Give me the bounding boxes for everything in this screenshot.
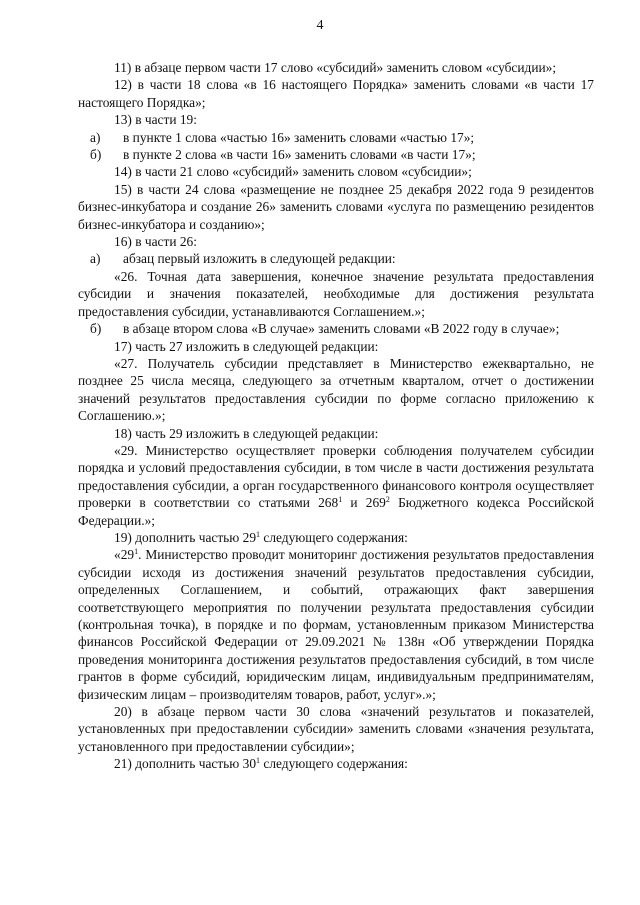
subparagraph-label: а) [90, 251, 101, 267]
paragraph-item-12: 12) в части 18 слова «в 16 настоящего Порядка» заменить словами «в части 17 настоящего Порядка»; [78, 77, 594, 110]
paragraph-item-11: 11) в абзаце первом части 17 слово «субсидий» заменить словом «субсидии»; [114, 60, 557, 75]
paragraph-item-14: 14) в части 21 слово «субсидий» заменить словом «субсидии»; [114, 164, 472, 180]
subparagraph-label: а) [90, 129, 101, 145]
document-body [78, 59, 594, 773]
item-21-text-tail: следующего содержания: [260, 756, 408, 772]
quoted-part-29 [78, 442, 594, 529]
subparagraph-text: в пункте 2 слова «в части 16» заменить словами «в части 17»; [123, 147, 476, 163]
part-29-1-text-tail: . Министерство проводит мониторинг достижения результатов предоставления субсидии исходя из достижения значений результатов предоставления субсидии, определенных Соглашением, и событий, отражающих факт завершения соответствующего мероприятия по получении результата предоставления субсидии (контрольная точка), в порядке и по формам, установленным приказом Министерства финансов Российской Федерации от 29.09.2021 № 138н «Об утверждении Порядка проведения мониторинга достижения результатов предоставления субсидий, в том числе грантов в форме субсидий, юридическим лицам, индивидуальным предпринимателям, физическим лицам – производителям товаров, работ, услуг».»; [78, 547, 594, 702]
paragraph-item-20: 20) в абзаце первом части 30 слова «значений результатов и показателей, установленных при предоставлении субсидии» заменить словами «значения результата, установленного при предоставлении субсидии»; [78, 704, 594, 754]
paragraph-item-13: 13) в части 19: [114, 112, 197, 128]
superscript: 1 [256, 529, 261, 539]
part-29-text: «29. Министерство осуществляет проверки соблюдения получателем субсидии порядка и условий предоставления субсидии, в том числе в части достижения результата предоставления субсидии, а орган государственного финансового контроля осуществляет проверки в соответствии со статьями 268 [78, 442, 594, 511]
subparagraph-label: б) [90, 147, 102, 163]
paragraph-item-17: 17) часть 27 изложить в следующей редакции: [114, 338, 379, 354]
subparagraph-text: в пункте 1 слова «частью 16» заменить словами «частью 17»; [123, 129, 475, 145]
subparagraph-text: в абзаце втором слова «В случае» заменить словами «В 2022 году в случае»; [123, 321, 560, 337]
subparagraph-16a [78, 250, 594, 267]
paragraph-item-15: 15) в части 24 слова «размещение не позднее 25 декабря 2022 года 9 резидентов бизнес-инкубатора и создание 26» заменить словами «услуга по размещению резидентов бизнес-инкубатора и созданию»; [78, 181, 594, 232]
page-number: 4 [316, 18, 324, 33]
paragraph-item-19 [78, 529, 594, 546]
subparagraph-text: абзац первый изложить в следующей редакции: [123, 251, 396, 267]
item-19-text: 19) дополнить частью 29 [114, 529, 257, 545]
item-19-text-tail: следующего содержания: [260, 529, 408, 545]
part-29-1-text: «29 [114, 547, 135, 563]
subparagraph-16b [78, 320, 594, 337]
subparagraph-label: б) [90, 321, 102, 337]
quoted-part-27: «27. Получатель субсидии представляет в Министерство ежеквартально, не позднее 25 числа месяца, следующего за отчетным кварталом, отчет о достижении значений результатов предоставления субсидии по форме согласно приложению к Соглашению.»; [78, 355, 594, 424]
paragraph-item-18: 18) часть 29 изложить в следующей редакции: [114, 425, 379, 441]
subparagraph-13a [78, 129, 594, 146]
part-29-text-tail: Бюджетного кодекса Российской Федерации.»; [78, 495, 595, 528]
quoted-part-26: «26. Точная дата завершения, конечное значение результата предоставления субсидии и значения показателей, необходимые для достижения результата предоставления субсидии, устанавливаются Соглашением.»; [78, 268, 594, 319]
paragraph-item-21 [78, 755, 594, 772]
superscript: 2 [385, 495, 390, 505]
superscript: 1 [256, 756, 261, 766]
item-21-text: 21) дополнить частью 30 [114, 756, 257, 772]
subparagraph-13b [78, 146, 594, 163]
quoted-part-29-1 [78, 546, 594, 703]
superscript: 1 [338, 495, 343, 505]
paragraph-item-16: 16) в части 26: [114, 234, 197, 250]
part-29-text-mid: и 269 [342, 495, 386, 511]
superscript: 1 [134, 547, 139, 557]
